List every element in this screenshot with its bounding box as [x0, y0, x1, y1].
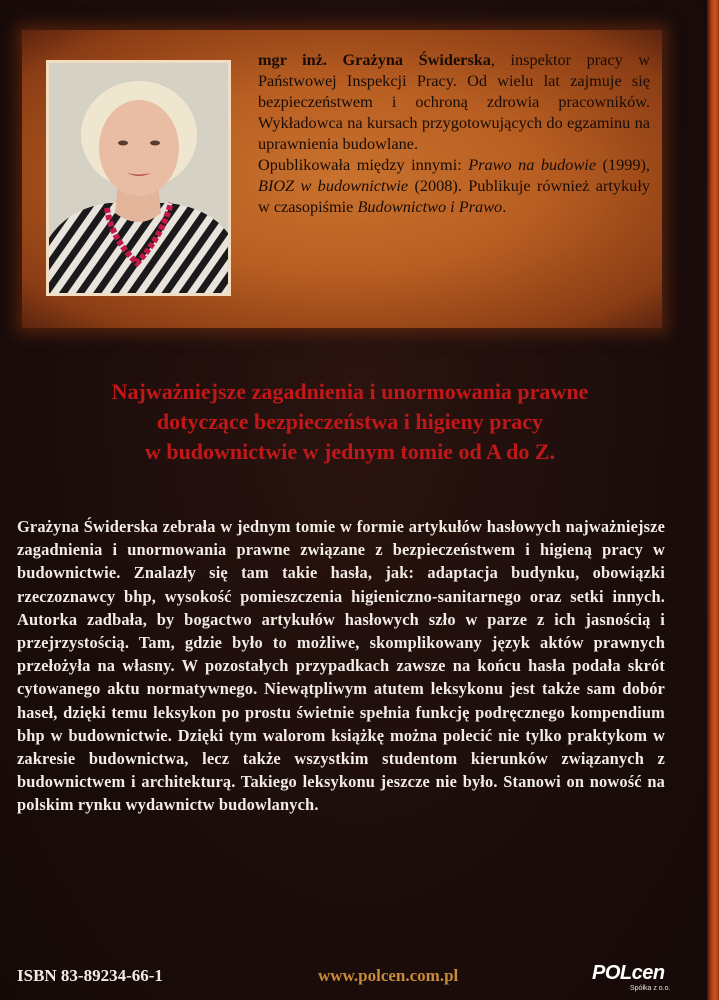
edge-strip — [707, 0, 719, 1000]
author-name: mgr inż. Grażyna Świderska — [258, 50, 491, 69]
headline-line-2: dotyczące bezpieczeństwa i higieny pracy — [156, 409, 544, 434]
headline-line-3: w budownictwie w jednym tomie od A do Z. — [144, 439, 556, 464]
bio-end: . — [502, 197, 507, 216]
book1-title: Prawo na budowie — [468, 155, 597, 174]
headline — [40, 377, 660, 467]
publisher-logo-text: POLcen — [592, 962, 665, 984]
book2-title: BIOZ w budownictwie — [258, 176, 409, 195]
publisher-website[interactable]: www.polcen.com.pl — [318, 966, 459, 985]
book2-year: (2008). Publikuje również artykuły w czasopiśmie — [258, 176, 650, 216]
headline-line-1: Najważniejsze zagadnienia i unormowania prawne — [111, 379, 589, 404]
book1-year: (1999), — [596, 155, 651, 174]
magazine-title: Budownictwo i Prawo — [357, 197, 503, 216]
author-bio-part1: , inspektor pracy w Państwowej Inspekcji Pracy. Od wielu lat zajmuje się bezpieczeństwem i ochroną zdrowia pracowników. Wykładowca na kursach przygotowujących do egzaminu na uprawnienia budowlane. — [258, 50, 650, 153]
author-panel — [22, 30, 662, 328]
author-bio — [258, 49, 650, 217]
publisher-logo-sub: Spółka z o.o. — [630, 985, 671, 992]
isbn: ISBN 83-89234-66-1 — [17, 966, 163, 985]
author-photo — [46, 60, 231, 296]
publisher-logo — [592, 962, 672, 996]
book-description: Grażyna Świderska zebrała w jednym tomie w formie artykułów hasłowych najważniejsze zagadnienia i unormowania prawne związane z bezpieczeństwem i higieną pracy w budownictwie. Znalazły się tam takie hasła, jak: adaptacja budynku, obowiązki rzeczoznawcy bhp, wysokość pomieszczenia higieniczno-sanitarnego oraz setki innych. Autorka zadbała, by bogactwo artykułów hasłowych szło w parze z ich jasnością i przejrzystością. Tam, gdzie było to możliwe, skomplikowany język aktów prawnych przełożyła na własny. W pozostałych przypadkach zawsze na końcu hasła podała skrót cytowanego aktu normatywnego. Niewątpliwym atutem leksykonu jest także sam dobór haseł, dzięki temu leksykon po prostu świetnie spełnia funkcję podręcznego kompendium bhp w budownictwie. Dzięki tym walorom książkę można polecić nie tylko praktykom w zakresie budownictwa, lecz także wszystkim studentom kierunków związanych z budownictwem i architekturą. Takiego leksykonu jeszcze nie było. Stanowi on nowość na polskim rynku wydawnictw budowlanych. — [17, 517, 665, 815]
publications-intro: Opublikowała między innymi: — [258, 155, 469, 174]
